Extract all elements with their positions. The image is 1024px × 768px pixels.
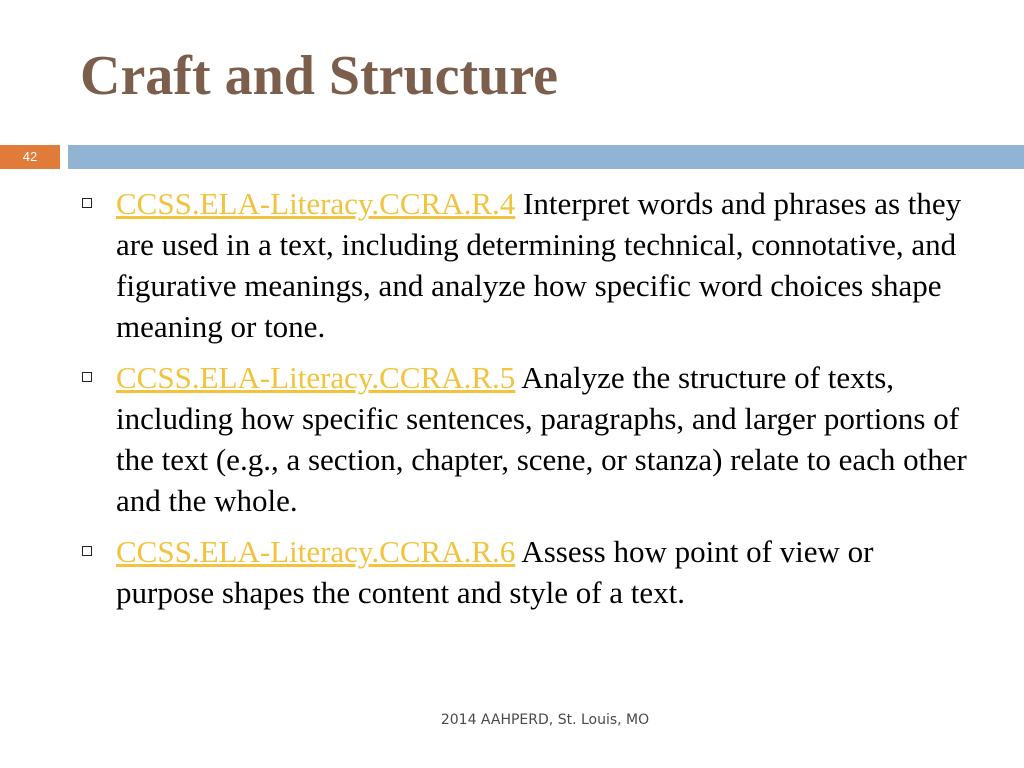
list-item	[78, 183, 978, 347]
standard-link[interactable]: CCSS.ELA-Literacy.CCRA.R.5	[116, 360, 516, 395]
slide-number: 42	[0, 145, 60, 169]
standard-link[interactable]: CCSS.ELA-Literacy.CCRA.R.6	[116, 534, 516, 569]
accent-bar	[0, 145, 1024, 169]
standard-text: Interpret words and phrases as they are used in a text, including determining technical, connotative, and figurative meanings, and analyze how specific word choices shape meaning or tone.	[116, 186, 962, 344]
list-item	[78, 357, 978, 521]
accent-band	[68, 145, 1024, 169]
square-bullet-icon	[82, 372, 92, 382]
bullet-list	[78, 183, 978, 623]
square-bullet-icon	[82, 198, 92, 208]
footer-text: 2014 AAHPERD, St. Louis, MO	[440, 712, 650, 728]
list-item	[78, 531, 978, 613]
standard-text: Assess how point of view or purpose shapes the content and style of a text.	[116, 534, 874, 610]
slide-title: Craft and Structure	[80, 45, 559, 107]
standard-text: Analyze the structure of texts, including how specific sentences, paragraphs, and larger portions of the text (e.g., a section, chapter, scene, or stanza) relate to each other and the whole.	[116, 360, 967, 518]
square-bullet-icon	[82, 546, 92, 556]
standard-link[interactable]: CCSS.ELA-Literacy.CCRA.R.4	[116, 186, 516, 221]
